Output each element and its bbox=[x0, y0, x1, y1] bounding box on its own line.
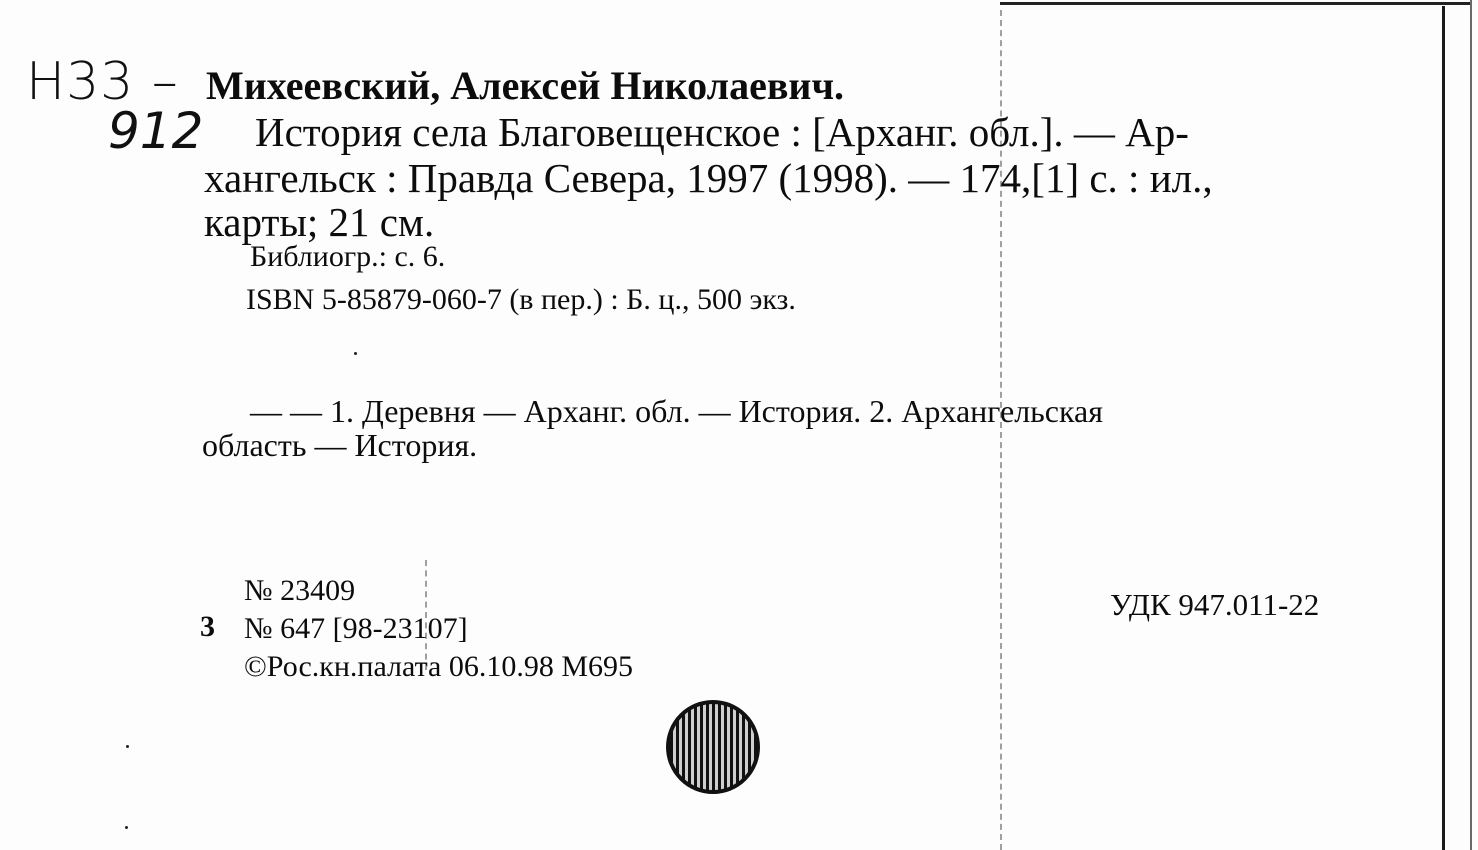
speck bbox=[126, 745, 129, 748]
speck bbox=[125, 826, 128, 829]
title-line-1: История села Благовещенское : [Арханг. обл.]. — Ар- bbox=[255, 109, 1189, 155]
punch-hole bbox=[666, 700, 760, 794]
card-outer-edge bbox=[1470, 0, 1472, 850]
title-line-3: карты; 21 см. bbox=[204, 199, 435, 245]
subject-headings-line-2: область — История. bbox=[202, 427, 478, 463]
handwritten-shelfmark: Н33 – bbox=[26, 52, 179, 112]
bibliography-note: Библиогр.: с. 6. bbox=[250, 240, 446, 273]
handwritten-class-number: 912 bbox=[108, 102, 204, 160]
card-right-edge bbox=[1442, 6, 1445, 850]
isbn-note: ISBN 5-85879-060-7 (в пер.) : Б. ц., 500 экз. bbox=[246, 283, 796, 316]
registration-mark: 3 bbox=[200, 610, 215, 643]
speck bbox=[354, 352, 357, 355]
registration-number-2: № 647 [98-23107] bbox=[244, 612, 468, 645]
author-heading: Михеевский, Алексей Николаевич. bbox=[206, 63, 845, 108]
copyright-line: ©Рос.кн.палата 06.10.98 М695 bbox=[244, 650, 634, 683]
card-top-edge bbox=[1000, 2, 1470, 5]
subject-headings-line-1: — — 1. Деревня — Арханг. обл. — История. 2. Архангельская bbox=[250, 393, 1103, 429]
title-line-2: хангельск : Правда Севера, 1997 (1998). — 174,[1] с. : ил., bbox=[204, 155, 1213, 201]
registration-number: № 23409 bbox=[244, 574, 356, 607]
udc-code: УДК 947.011-22 bbox=[1110, 587, 1320, 622]
